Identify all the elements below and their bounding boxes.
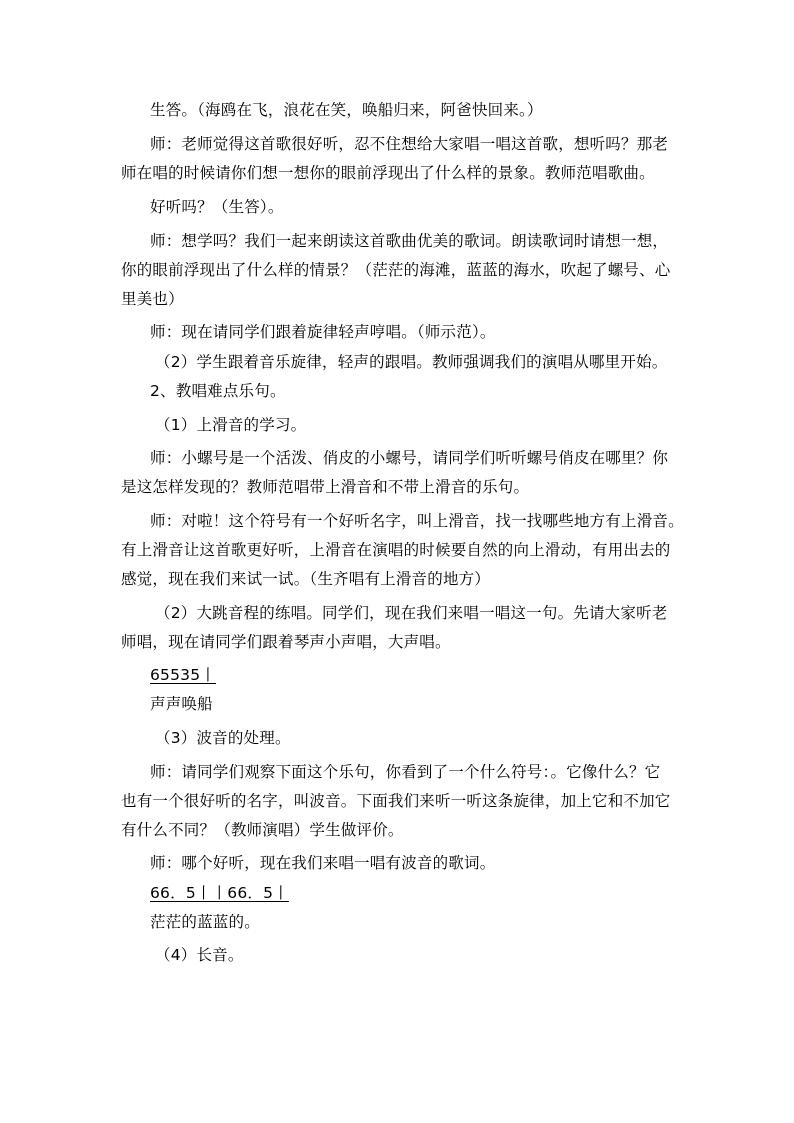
teacher-line: 师：老师觉得这首歌很好听，忍不住想给大家唱一唱这首歌，想听吗？那老	[150, 135, 669, 153]
teacher-line: 师：哪个好听，现在我们来唱一唱有波音的歌词。	[150, 854, 496, 872]
step-line-cont: 师唱，现在请同学们跟着琴声小声唱，大声唱。	[121, 633, 451, 651]
teacher-line: 师：想学吗？我们一起来朗读这首歌曲优美的歌词。朗读歌词时请想一想，	[150, 232, 669, 250]
music-notation: 66．5丨丨66．5丨	[150, 884, 289, 902]
step-line: （2）大跳音程的练唱。同学们，现在我们来唱一唱这一句。先请大家听老	[155, 604, 668, 622]
teacher-line: 师：对啦！这个符号有一个好听名字，叫上滑音，找一找哪些地方有上滑音。	[150, 512, 684, 530]
teacher-line-cont: 有什么不同？（教师演唱）学生做评价。	[121, 821, 404, 839]
teacher-line: 师：请同学们观察下面这个乐句，你看到了一个什么符号：。它像什么？它	[150, 763, 661, 781]
question-line: 好听吗？（生答）。	[150, 198, 284, 216]
teacher-line-cont: 师在唱的时候请你们想一想你的眼前浮现出了什么样的景象。教师范唱歌曲。	[121, 164, 655, 182]
section-heading: 2、教唱难点乐句。	[150, 382, 286, 400]
teacher-line-cont: 也有一个很好听的名字，叫波音。下面我们来听一听这条旋律，加上它和不加它	[121, 792, 671, 810]
answer-line: 生答。（海鸥在飞，浪花在笑，唤船归来，阿爸快回来。）	[150, 101, 543, 119]
teacher-line-cont: 你的眼前浮现出了什么样的情景？（茫茫的海滩，蓝蓝的海水，吹起了螺号、心	[121, 261, 671, 279]
teacher-line-cont: 是这怎样发现的？教师范唱带上滑音和不带上滑音的乐句。	[121, 478, 530, 496]
lyric-line: 茫茫的蓝蓝的。	[150, 913, 260, 931]
teacher-line-cont: 里美也）	[121, 290, 184, 308]
teacher-line-cont: 感觉，现在我们来试一试。（生齐唱有上滑音的地方）	[121, 570, 491, 588]
step-line: （1）上滑音的学习。	[155, 416, 307, 434]
teacher-line-cont: 有上滑音让这首歌更好听，上滑音在演唱的时候要自然的向上滑动，有用出去的	[121, 541, 671, 559]
teacher-line: 师：现在请同学们跟着旋律轻声哼唱。（师示范）。	[150, 323, 496, 341]
teacher-line: 师：小螺号是一个活泼、俏皮的小螺号，请同学们听听螺号俏皮在哪里？你	[150, 449, 669, 467]
lyric-line: 声声唤船	[150, 695, 213, 713]
music-notation: 65535丨	[150, 666, 217, 684]
step-line: （2）学生跟着音乐旋律，轻声的跟唱。教师强调我们的演唱从哪里开始。	[155, 353, 668, 371]
step-line: （3）波音的处理。	[155, 729, 291, 747]
step-line: （4）长音。	[155, 946, 244, 964]
